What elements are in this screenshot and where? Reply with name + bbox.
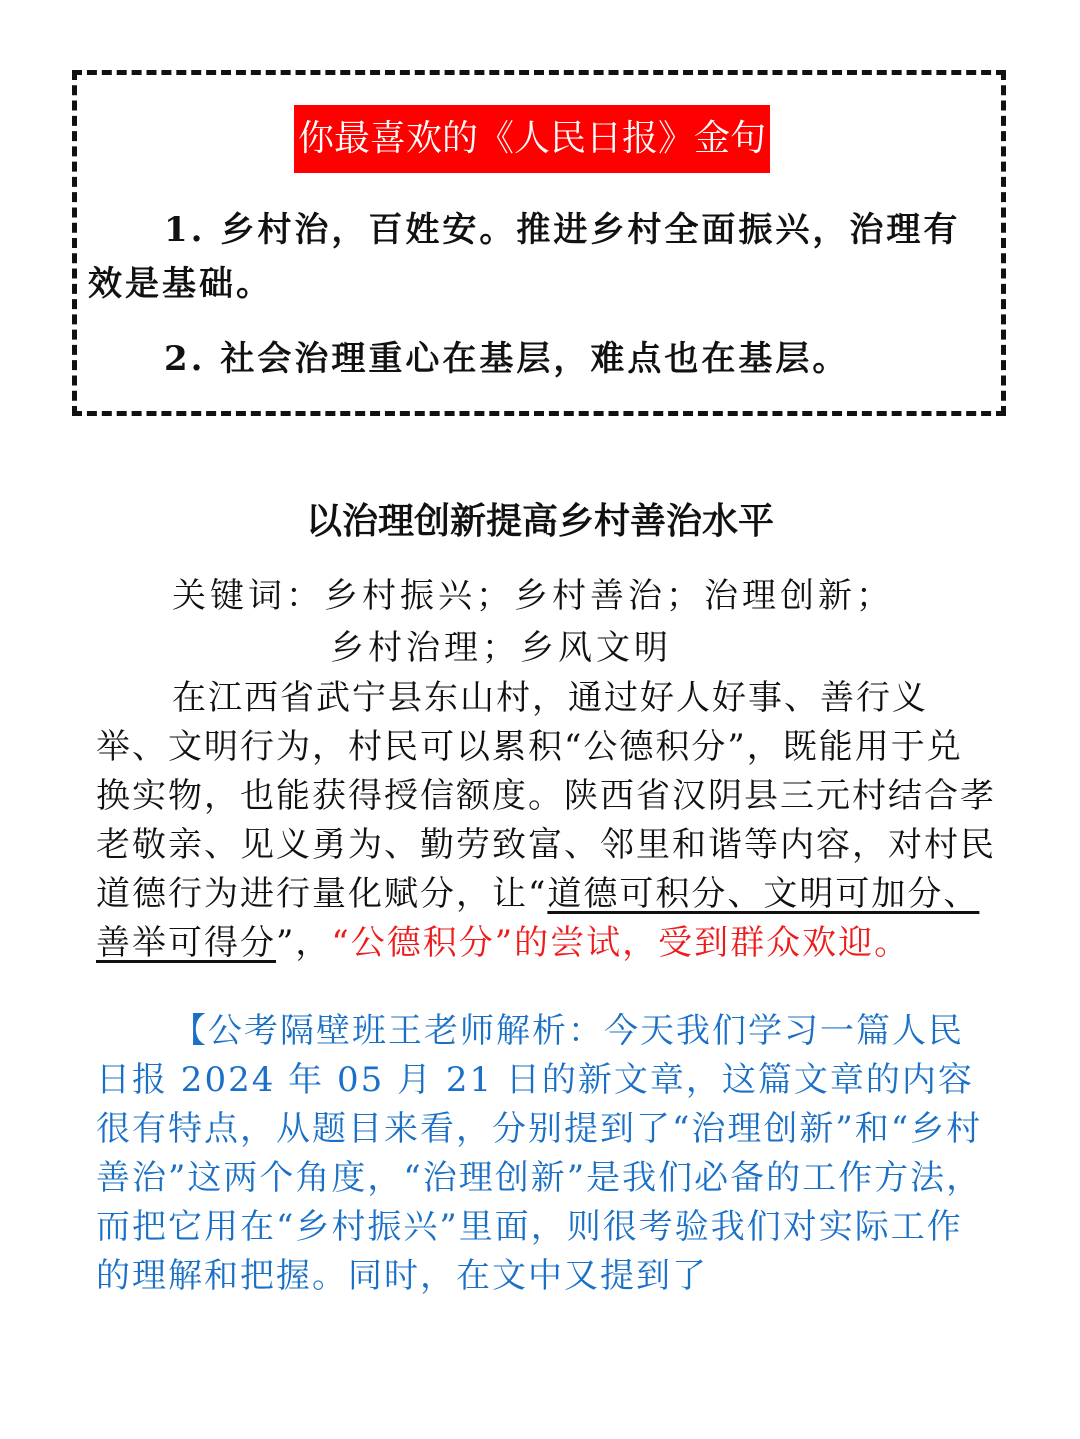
quote-item-2: 2. 社会治理重心在基层，难点也在基层。 [164,339,850,379]
paragraph-1-underlined-text: 道德可积分、文明可加分、善举可得分 [96,874,980,963]
article-title: 以治理创新提高乡村善治水平 [305,500,774,542]
paragraph-1-text: 在江西省武宁县东山村，通过好人好事、善行义举、文明行为，村民可以累积“公德积分”，既能用于兑换实物，也能获得授信额度。陕西省汉阴县三元村结合孝老敬亲、见义勇为、勤劳致富、邻里和谐等内容，对村民道德行为进行量化赋分，让“ [96,678,996,914]
article-paragraph-1 [96,674,996,968]
keywords [172,570,992,674]
quote-box-title: 你最喜欢的《人民日报》金句 [294,105,770,173]
paragraph-1-text-after: ”， [276,923,332,963]
keywords-line-2: 乡村治理；乡风文明 [330,628,672,668]
teacher-analysis-paragraph: 【公考隔壁班王老师解析：今天我们学习一篇人民日报 2024 年 05 月 21 日的新文章，这篇文章的内容很有特点，从题目来看，分别提到了“治理创新”和“乡村善治”这两个角度，“治理创新”是我们必备的工作方法，而把它用在“乡村振兴”里面，则很考验我们对实际工作的理解和把握。同时，在文中又提到了 [96,1011,983,1296]
keywords-line-1: 关键词：乡村振兴；乡村善治；治理创新； [172,576,894,616]
quote-item-1: 1. 乡村治，百姓安。推进乡村全面振兴，治理有效是基础。 [88,210,961,304]
paragraph-1-red-highlight: “公德积分”的尝试，受到群众欢迎。 [331,923,911,963]
